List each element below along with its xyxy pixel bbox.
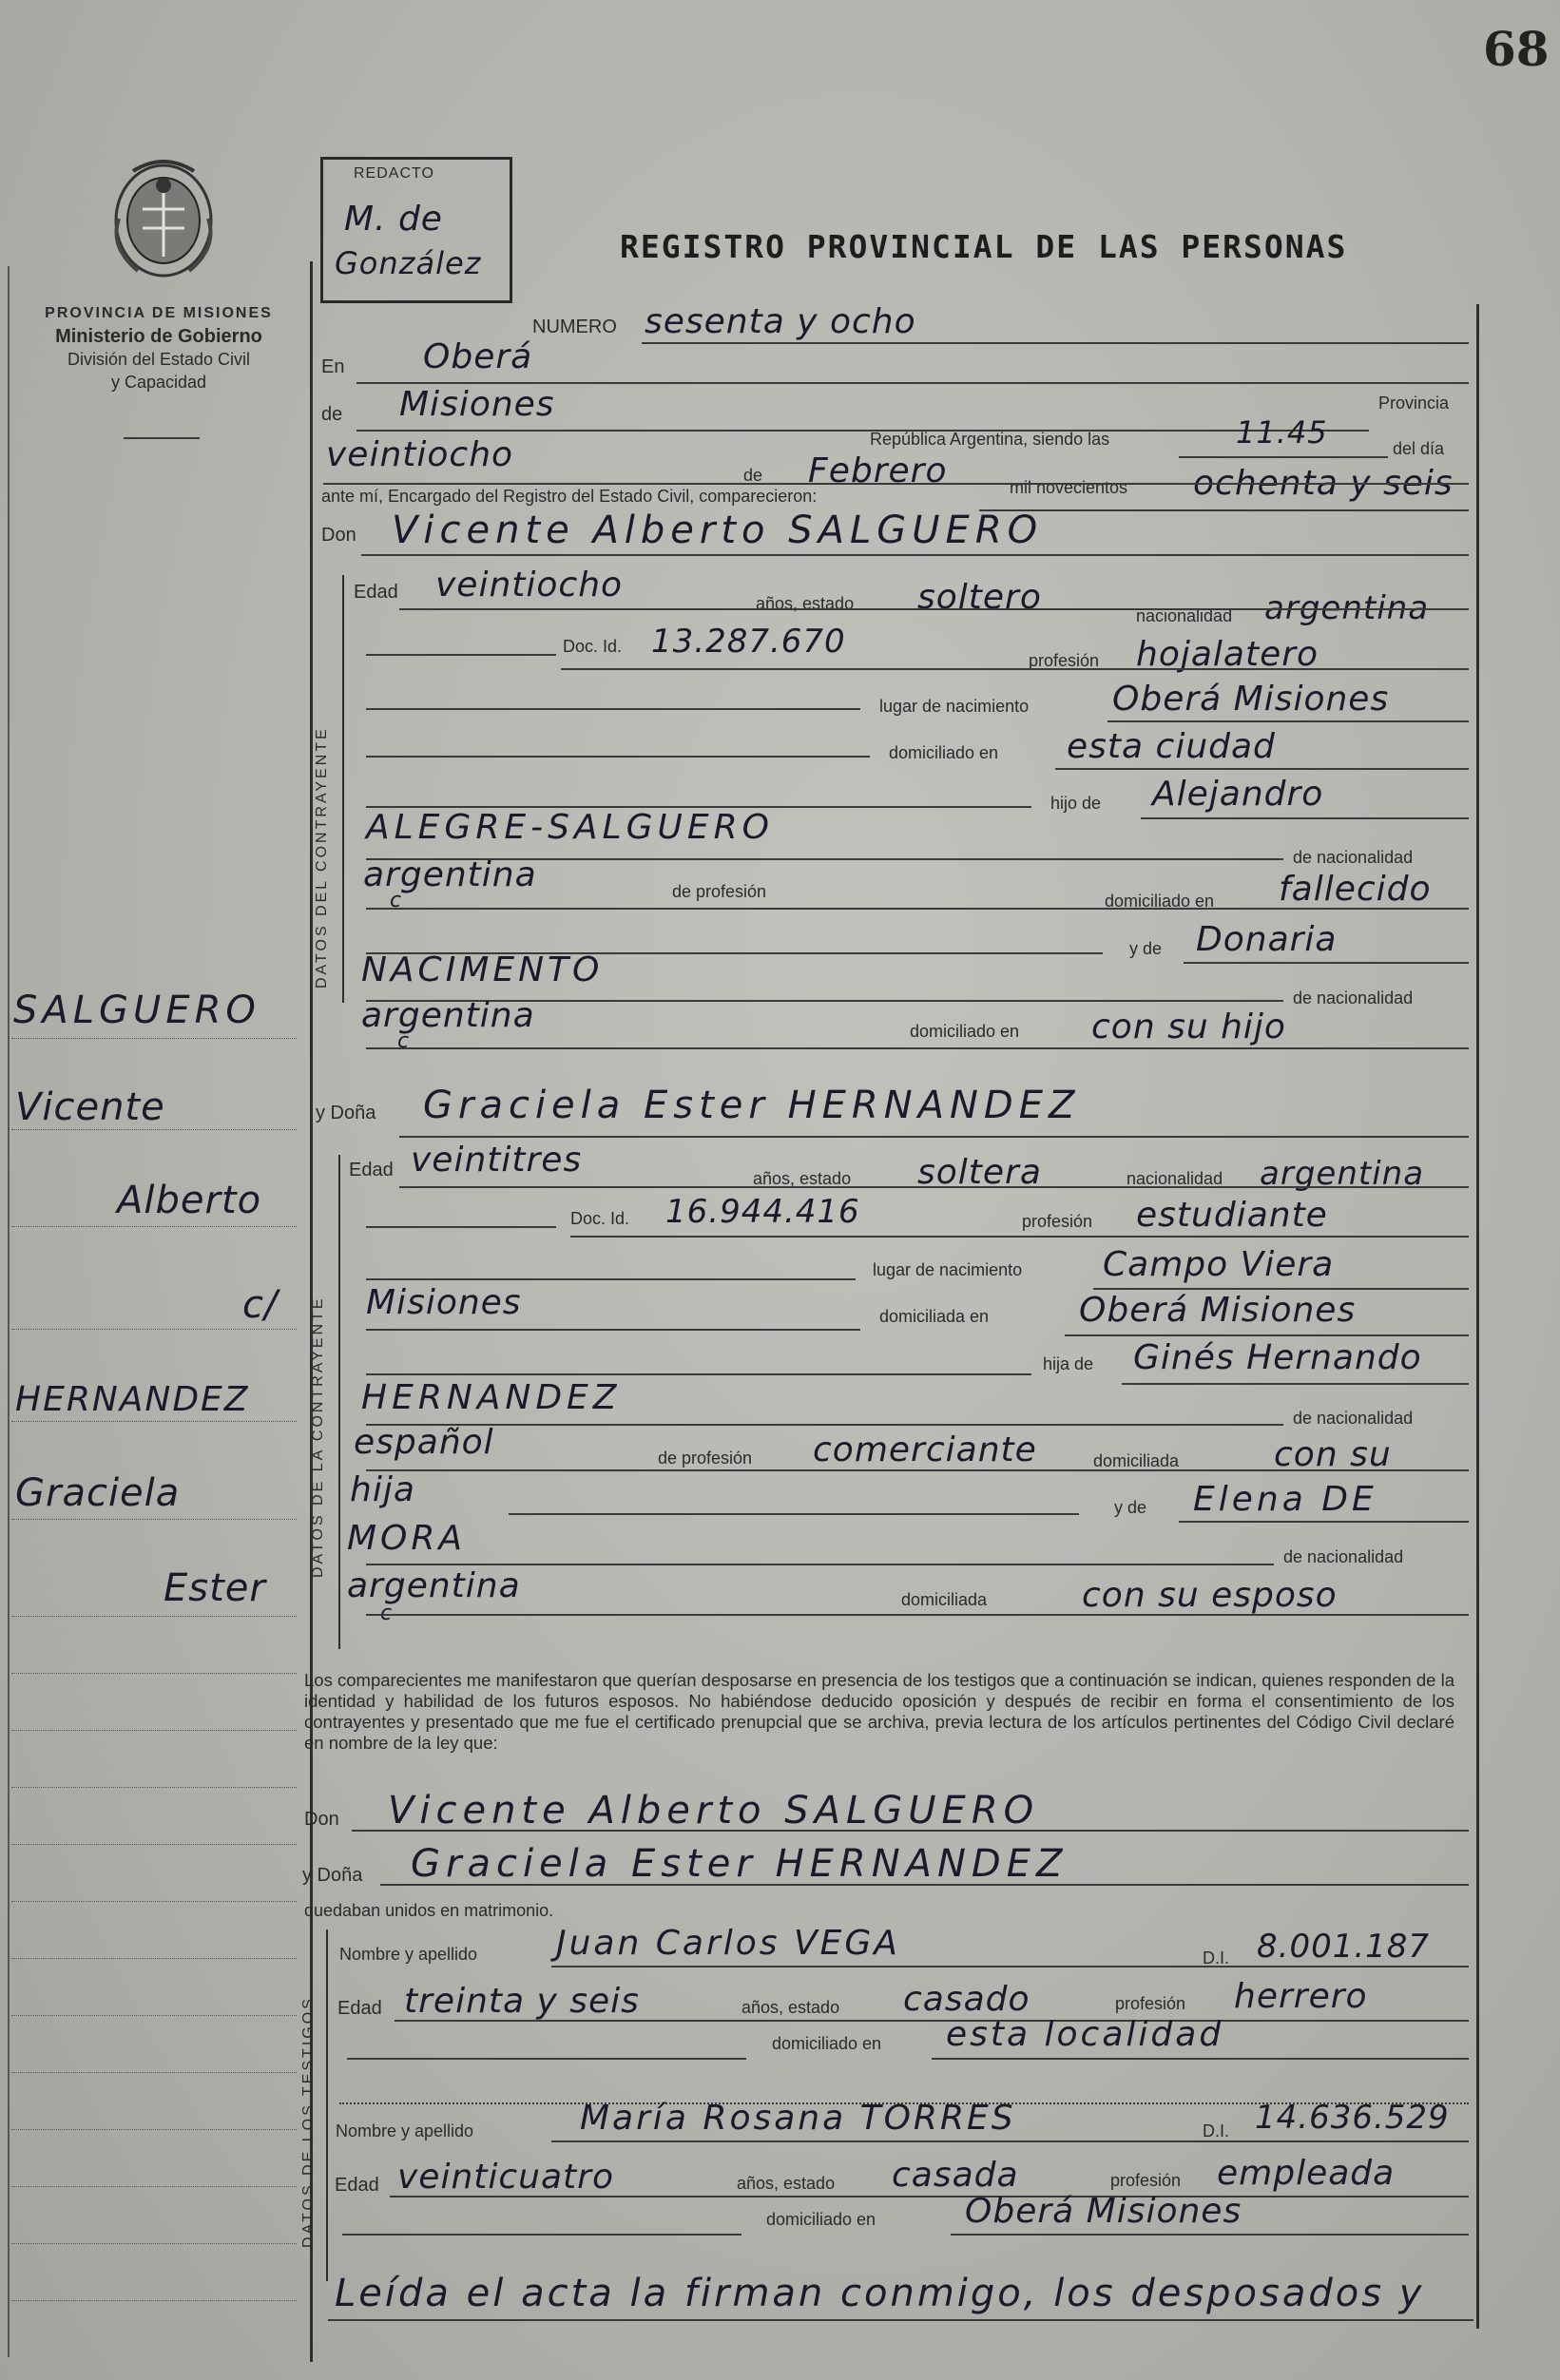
c2-hija-label: hija de <box>1043 1354 1094 1373</box>
decl-dona-value: Graciela Ester HERNANDEZ <box>411 1842 1069 1886</box>
t1-estado-value: casado <box>903 1980 1030 2019</box>
coat-of-arms-icon <box>105 152 223 285</box>
c2-lugar-value: Campo Viera <box>1103 1245 1335 1284</box>
c2-doc-value: 16.944.416 <box>665 1193 860 1231</box>
c1-padre-nac-value: argentina <box>363 855 537 894</box>
c2-de-profesion-label: de profesión <box>658 1449 753 1468</box>
de-mes-label: de <box>743 466 763 485</box>
c2-doc-label: Doc. Id. <box>570 1209 630 1228</box>
del-dia-label: del día <box>1393 439 1445 458</box>
t1-di-label: D.I. <box>1203 1948 1230 1967</box>
margin-note-surname: SALGUERO <box>13 988 260 1032</box>
c1-padre-dom-value: fallecido <box>1279 870 1432 909</box>
t1-edad-label: Edad <box>337 1998 382 2019</box>
c1-madre-nac-note: c <box>397 1029 411 1053</box>
page-number: 68 <box>1483 21 1550 77</box>
t2-estado-value: casada <box>892 2156 1019 2195</box>
c1-anos-estado-label: años, estado <box>756 594 855 613</box>
t1-anos-estado-label: años, estado <box>741 1998 840 2017</box>
c2-padre-prof-value: comerciante <box>813 1430 1037 1469</box>
c1-y-de-label: y de <box>1129 939 1163 958</box>
c1-nacionalidad-label: nacionalidad <box>1136 606 1233 625</box>
c2-dona-label: y Doña <box>316 1103 376 1123</box>
t2-di-label: D.I. <box>1203 2121 1230 2140</box>
c2-de-nacionalidad-label: de nacionalidad <box>1293 1409 1414 1428</box>
margin-note-con: c/ <box>242 1283 279 1327</box>
margin-note-name-1: Vicente <box>15 1085 165 1129</box>
section-label-contrayente-2: DATOS DE LA CONTRAYENTE <box>310 1296 326 1578</box>
t2-domiciliado-label: domiciliado en <box>766 2210 876 2229</box>
c1-profesion-label: profesión <box>1029 651 1100 670</box>
ante-label: ante mí, Encargado del Registro del Estado Civil, comparecieron: <box>321 487 818 506</box>
gov-division: División del Estado Civil <box>67 350 251 369</box>
c1-profesion-value: hojalatero <box>1136 635 1319 674</box>
c2-estado-value: soltera <box>917 1153 1042 1192</box>
margin-note-surname-2: HERNANDEZ <box>15 1380 250 1419</box>
en-value: Oberá <box>423 337 533 376</box>
c1-madre-dom-label: domiciliado en <box>910 1022 1020 1041</box>
c2-anos-estado-label: años, estado <box>753 1169 852 1188</box>
c2-madre-value-2: MORA <box>347 1519 467 1558</box>
de-value: Misiones <box>399 385 555 424</box>
decl-don-value: Vicente Alberto SALGUERO <box>388 1789 1040 1833</box>
c2-domicilio-value: Oberá Misiones <box>1079 1291 1357 1330</box>
c1-edad-label: Edad <box>354 582 398 603</box>
numero-label: NUMERO <box>532 317 617 337</box>
t2-edad-value: veinticuatro <box>397 2158 614 2197</box>
c2-nacionalidad-value: argentina <box>1260 1155 1425 1193</box>
closing-statement: Leída el acta la firman conmigo, los desposados y <box>335 2272 1425 2315</box>
c1-doc-label: Doc. Id. <box>563 637 623 656</box>
decl-dona-label: y Doña <box>302 1865 363 1886</box>
en-label: En <box>321 356 345 377</box>
anio-value: ochenta y seis <box>1193 464 1454 503</box>
dia-value: veintiocho <box>326 435 514 474</box>
t1-edad-value: treinta y seis <box>404 1982 640 2021</box>
c2-nacionalidad-label: nacionalidad <box>1127 1169 1223 1188</box>
don-value: Vicente Alberto SALGUERO <box>392 509 1044 552</box>
c1-madre-nac-value: argentina <box>361 996 535 1035</box>
c1-estado-value: soltero <box>917 578 1042 617</box>
t2-profesion-label: profesión <box>1110 2171 1182 2190</box>
c2-de-nacionalidad-label-2: de nacionalidad <box>1283 1547 1404 1566</box>
t2-nombre-label: Nombre y apellido <box>336 2121 474 2140</box>
t1-nombre-value: Juan Carlos VEGA <box>556 1924 900 1963</box>
c1-domiciliado-en-label: domiciliado en <box>1105 892 1215 911</box>
c1-padre-nac-note: c <box>390 889 403 912</box>
c1-nacionalidad-value: argentina <box>1264 589 1430 627</box>
c2-madre-nac-value: argentina <box>347 1566 521 1605</box>
c2-domiciliada-label: domiciliada <box>1093 1451 1180 1470</box>
c2-domicilio-label: domiciliada en <box>879 1307 990 1326</box>
c1-padre-value-2: ALEGRE-SALGUERO <box>366 808 774 847</box>
c2-edad-value: veintitres <box>411 1141 583 1180</box>
c1-madre-dom-value: con su hijo <box>1091 1008 1286 1046</box>
t2-profesion-value: empleada <box>1217 2154 1396 2193</box>
c2-y-de-label: y de <box>1114 1498 1147 1517</box>
c1-de-nacionalidad-label: de nacionalidad <box>1293 848 1414 867</box>
numero-value: sesenta y ocho <box>645 302 916 341</box>
t2-domicilio-value: Oberá Misiones <box>965 2192 1242 2231</box>
margin-note-name-2: Alberto <box>117 1179 262 1222</box>
redacto-signature-1: M. de <box>344 200 443 239</box>
provincia-label: Provincia <box>1378 393 1450 413</box>
t2-di-value: 14.636.529 <box>1255 2099 1450 2137</box>
c2-profesion-label: profesión <box>1022 1212 1093 1231</box>
don-label: Don <box>321 525 356 546</box>
t1-profesion-label: profesión <box>1115 1994 1186 2013</box>
c2-madre-dom-label: domiciliada <box>901 1590 988 1609</box>
de-label: de <box>321 404 343 425</box>
t1-nombre-label: Nombre y apellido <box>339 1945 478 1964</box>
c1-lugar-value: Oberá Misiones <box>1112 680 1390 719</box>
c1-domicilio-label: domiciliado en <box>889 743 999 762</box>
c2-dona-value: Graciela Ester HERNANDEZ <box>423 1084 1081 1127</box>
c2-madre-value-1: Elena DE <box>1193 1480 1377 1519</box>
document-title: REGISTRO PROVINCIAL DE LAS PERSONAS <box>620 228 1348 265</box>
c2-madre-dom-value: con su esposo <box>1082 1576 1338 1615</box>
mil-label: mil novecientos <box>1010 478 1128 497</box>
t1-domicilio-value: esta localidad <box>946 2015 1224 2054</box>
republica-label: República Argentina, siendo las <box>870 430 1110 449</box>
c2-lugar-label: lugar de nacimiento <box>873 1260 1023 1279</box>
c1-edad-value: veintiocho <box>435 566 624 605</box>
quedaban-label: quedaban unidos en matrimonio. <box>304 1901 554 1920</box>
hora-value: 11.45 <box>1236 414 1328 451</box>
c1-domicilio-value: esta ciudad <box>1067 727 1276 766</box>
t1-di-value: 8.001.187 <box>1257 1928 1431 1966</box>
t1-domiciliado-label: domiciliado en <box>772 2034 882 2053</box>
margin-note-name-4: Ester <box>164 1566 266 1610</box>
c1-madre-value-2: NACIMENTO <box>361 950 604 989</box>
c1-madre-value-1: Donaria <box>1196 920 1338 959</box>
c2-padre-dom-value-2: hija <box>350 1470 415 1509</box>
section-label-testigos: DATOS DE LOS TESTIGOS <box>300 1996 317 2248</box>
gov-province: PROVINCIA DE MISIONES <box>45 305 273 321</box>
c2-padre-value-1: Ginés Hernando <box>1133 1338 1422 1377</box>
c2-edad-label: Edad <box>349 1160 394 1180</box>
t2-nombre-value: María Rosana TORRES <box>580 2099 1016 2138</box>
c2-profesion-value: estudiante <box>1136 1196 1328 1235</box>
government-header <box>13 302 304 393</box>
c2-padre-dom-value: con su <box>1274 1435 1392 1474</box>
declaration-text: Los comparecientes me manifestaron que querían desposarse en presencia de los testigos que a continuación se indican, quienes responden de la identidad y habilidad de los futuros esposos. No habiéndose deducido oposición y después de recibir en forma el consentimiento de los contrayentes y presentado que me fue el certificado prenupcial que se archiva, previa lectura de los artículos pertinentes del Código Civil declaré en nombre de la ley que: <box>304 1670 1454 1753</box>
decl-don-label: Don <box>304 1809 339 1830</box>
gov-capacity: y Capacidad <box>110 373 207 392</box>
c2-madre-nac-note: c <box>380 1602 394 1625</box>
c1-doc-value: 13.287.670 <box>651 623 846 661</box>
c1-hijo-label: hijo de <box>1050 794 1102 813</box>
c1-lugar-label: lugar de nacimiento <box>879 697 1030 716</box>
c2-padre-nac-value: español <box>354 1423 494 1462</box>
c2-padre-value-2: HERNANDEZ <box>361 1378 622 1417</box>
c1-de-nacionalidad-label-2: de nacionalidad <box>1293 988 1414 1008</box>
margin-note-name-3: Graciela <box>15 1471 181 1515</box>
gov-ministry: Ministerio de Gobierno <box>55 326 262 347</box>
c1-de-profesion-label: de profesión <box>672 882 767 901</box>
t2-edad-label: Edad <box>335 2175 379 2196</box>
mes-value: Febrero <box>808 451 948 490</box>
c2-lugar-value-2: Misiones <box>366 1283 522 1322</box>
t2-anos-estado-label: años, estado <box>737 2174 836 2193</box>
redacto-label: REDACTO <box>354 165 434 182</box>
section-label-contrayente: DATOS DEL CONTRAYENTE <box>314 726 330 988</box>
redacto-signature-2: González <box>335 245 482 281</box>
t1-profesion-value: herrero <box>1234 1977 1368 2016</box>
c1-padre-value-1: Alejandro <box>1152 775 1324 814</box>
